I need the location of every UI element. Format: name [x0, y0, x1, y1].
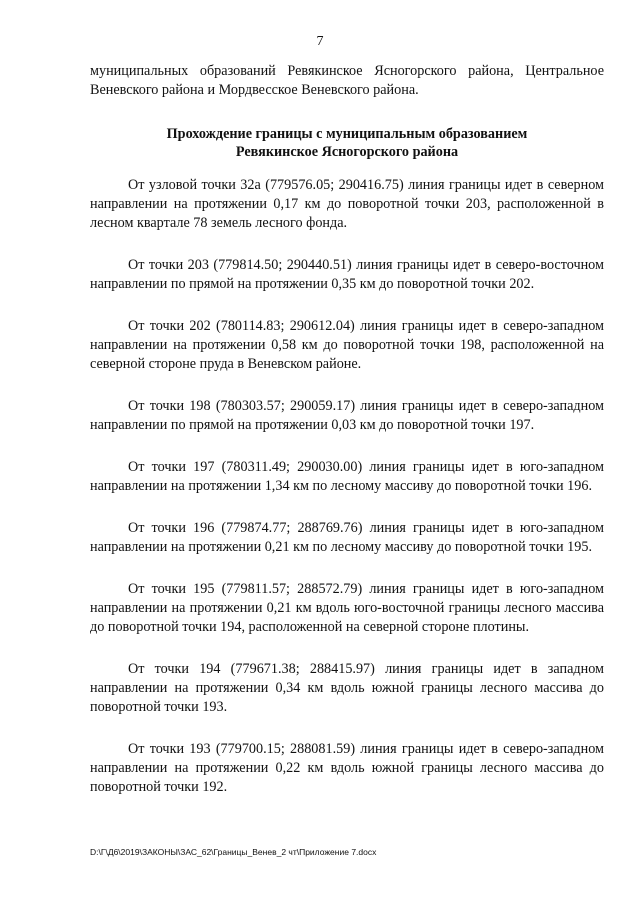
intro-paragraph: муниципальных образований Ревякинское Ясногорского района, Центральное Веневского района и Мордвесское Веневского района.: [90, 63, 604, 98]
paragraph: От точки 195 (779811.57; 288572.79) линия границы идет в юго-западном направлении на протяжении 0,21 км вдоль юго-восточной границы лесного массива до поворотной точки 194, расположенной на северной стороне плотины.: [90, 581, 604, 635]
paragraph: От узловой точки 32а (779576.05; 290416.75) линия границы идет в северном направлении на протяжении 0,17 км до поворотной точки 203, расположенной в лесном квартале 78 земель лесного фонда.: [90, 177, 604, 231]
paragraph: От точки 194 (779671.38; 288415.97) линия границы идет в западном направлении на протяжении 0,34 км вдоль южной границы лесного массива до поворотной точки 193.: [90, 661, 604, 715]
section-heading-line-1: Прохождение границы с муниципальным образованием: [166, 126, 528, 142]
section-heading-line-2: Ревякинское Ясногорского района: [235, 144, 459, 160]
paragraph: От точки 197 (780311.49; 290030.00) линия границы идет в юго-западном направлении на протяжении 1,34 км по лесному массиву до поворотной точки 196.: [90, 459, 604, 494]
paragraph: От точки 198 (780303.57; 290059.17) линия границы идет в северо-западном направлении по прямой на протяжении 0,03 км до поворотной точки 197.: [90, 398, 604, 433]
paragraph: От точки 202 (780114.83; 290612.04) линия границы идет в северо-западном направлении на протяжении 0,58 км до поворотной точки 198, расположенной на северной стороне пруда в Веневском районе.: [90, 318, 604, 372]
section-heading: [90, 125, 604, 161]
paragraph: От точки 193 (779700.15; 288081.59) линия границы идет в северо-западном направлении на протяжении 0,22 км вдоль южной границы лесного массива до поворотной точки 192.: [90, 741, 604, 795]
page-number: 7: [316, 34, 324, 49]
paragraph: От точки 196 (779874.77; 288769.76) линия границы идет в юго-западном направлении на протяжении 0,21 км по лесному массиву до поворотной точки 195.: [90, 520, 604, 555]
boundary-description: [90, 176, 604, 820]
file-path-footer: D:\Г\Д6\2019\ЗАКОНЫ\ЗАС_62\Границы_Венев_2 чт\Приложение 7.docx: [90, 847, 377, 857]
paragraph: От точки 203 (779814.50; 290440.51) линия границы идет в северо-восточном направлении по прямой на протяжении 0,35 км до поворотной точки 202.: [90, 257, 604, 292]
